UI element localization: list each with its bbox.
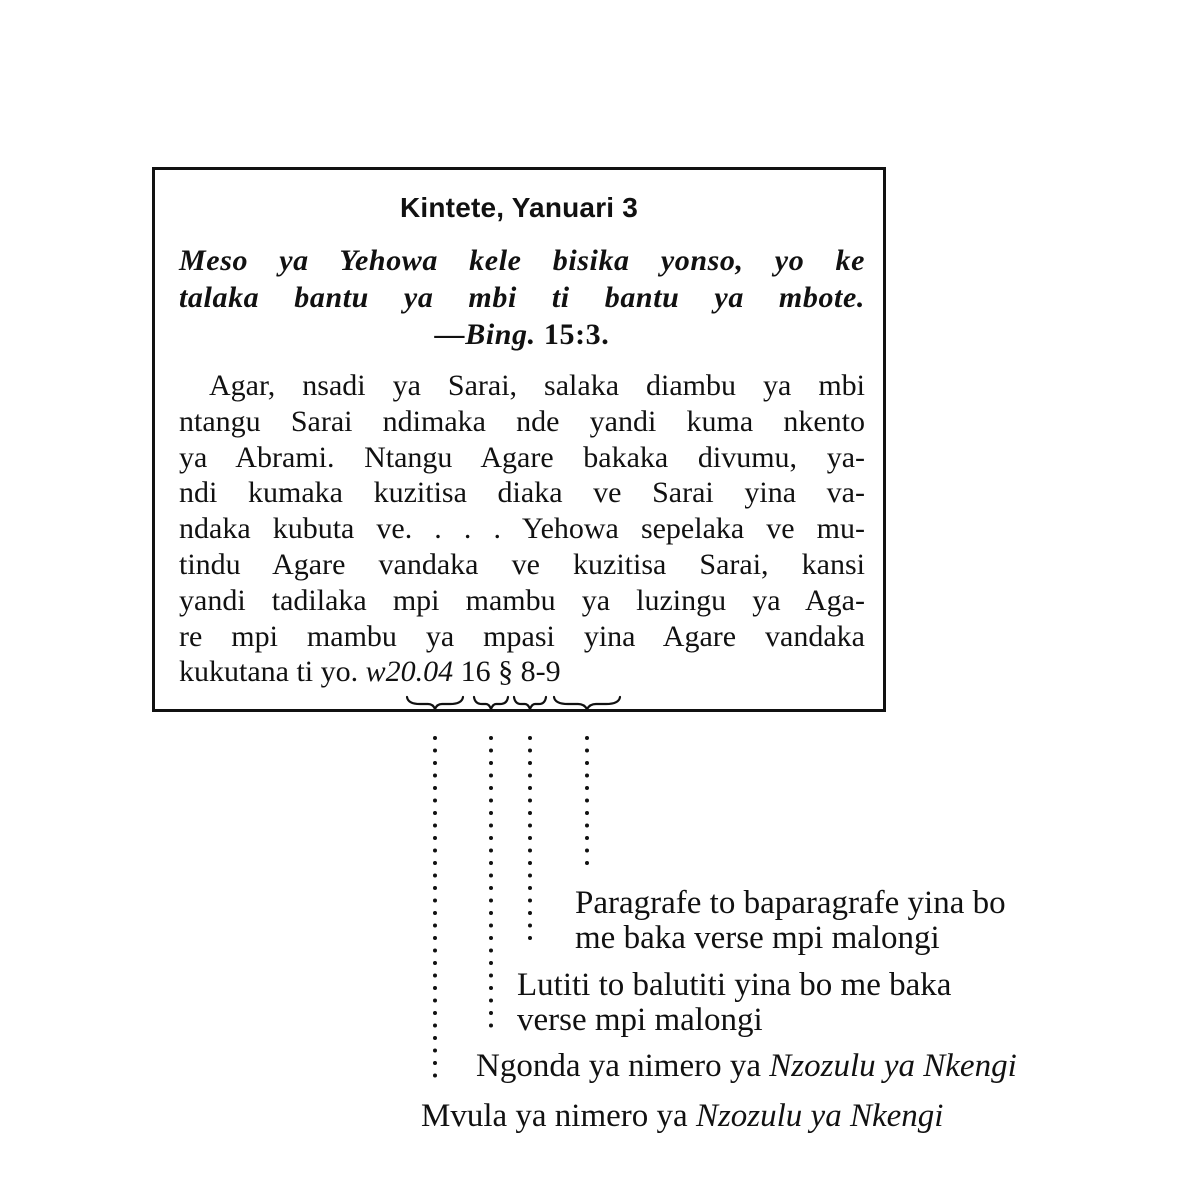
paragraphs-label-line-2: me baka verse mpi malongi xyxy=(575,920,940,956)
page-label-line-1: Lutiti to balutiti yina bo me baka xyxy=(517,967,952,1003)
body-line-7: yandi tadilaka mpi mambu ya luzingu ya Aga- xyxy=(179,583,865,617)
page-label-line-2: verse mpi malongi xyxy=(517,1002,763,1038)
issue-label-title: Nzozulu ya Nkengi xyxy=(769,1048,1017,1084)
verse-line-2: talaka bantu ya mbi ti bantu ya mbote. xyxy=(179,281,865,314)
year-label-title: Nzozulu ya Nkengi xyxy=(695,1098,944,1134)
reference-publication: w20.04 xyxy=(365,655,454,689)
year-label-prefix: Mvula ya nimero ya xyxy=(421,1098,696,1134)
body-line-1: Agar, nsadi ya Sarai, salaka diambu ya mbi xyxy=(209,369,865,402)
issue-label xyxy=(476,1049,1017,1084)
daily-text-card xyxy=(152,167,886,712)
body-line-6: tindu Agare vandaka ve kuzitisa Sarai, kansi xyxy=(179,547,865,581)
verse-citation-book: —Bing. xyxy=(434,318,536,351)
body-line-5: ndaka kubuta ve. . . . Yehowa sepelaka ve mu- xyxy=(179,512,865,546)
verse-line-1: Meso ya Yehowa kele bisika yonso, yo ke xyxy=(179,244,865,277)
commentary-text xyxy=(179,368,865,690)
reference-page: 16 xyxy=(460,655,491,689)
daily-verse xyxy=(179,242,865,353)
verse-citation xyxy=(179,316,865,353)
paragraphs-label-line-1: Paragrafe to baparagrafe yina bo xyxy=(575,885,1006,921)
body-line-9 xyxy=(179,654,865,690)
reference-paragraphs: § 8-9 xyxy=(498,655,561,689)
paragraphs-label xyxy=(575,886,1006,956)
year-label xyxy=(421,1099,943,1134)
body-line-2: ntangu Sarai ndimaka nde yandi kuma nkento xyxy=(179,404,865,438)
body-line-8: re mpi mambu ya mpasi yina Agare vandaka xyxy=(179,619,865,653)
verse-citation-number: 15:3. xyxy=(543,318,610,351)
page-label xyxy=(517,968,951,1038)
body-line-4: ndi kumaka kuzitisa diaka ve Sarai yina va- xyxy=(179,476,865,510)
issue-label-prefix: Ngonda ya nimero ya xyxy=(476,1048,770,1084)
body-last-text: kukutana ti yo. xyxy=(179,655,359,689)
day-heading: Kintete, Yanuari 3 xyxy=(399,192,639,223)
body-line-3: ya Abrami. Ntangu Agare bakaka divumu, ya- xyxy=(179,440,865,474)
